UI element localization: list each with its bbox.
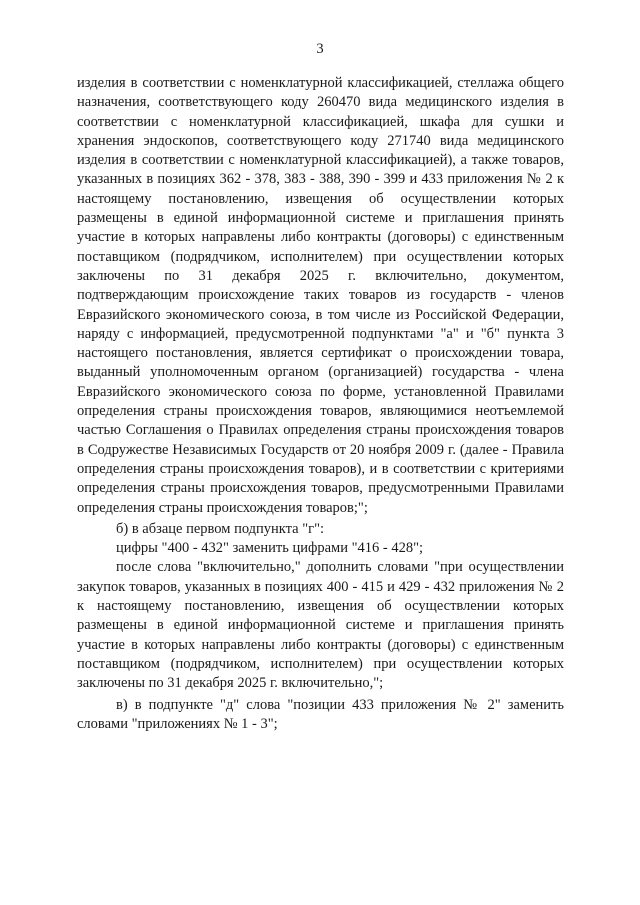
- paragraph-continuation: изделия в соответствии с номенклатурной классификацией, стеллажа общего назначения, соответствующего коду 260470 вида медицинского изделия в соответствии с номенклатурной классификацией, шкафа для сушки и хранения эндоскопов, соответствующего коду 271740 вида медицинского изделия в соответствии с номенклатурной классификацией), а также товаров, указанных в позициях 362 - 378, 383 - 388, 390 - 399 и 433 приложения № 2 к настоящему постановлению, извещения об осуществлении которых размещены в единой информационной системе и приглашения принять участие в которых направлены либо контракты (договоры) с единственным поставщиком (подрядчиком, исполнителем) при осуществлении которых заключены по 31 декабря 2025 г. включительно, документом, подтверждающим происхождение таких товаров из государств - членов Евразийского экономического союза, в том числе из Российской Федерации, наряду с информацией, предусмотренной подпунктами "а" и "б" пункта 3 настоящего постановления, является сертификат о происхождении товара, выданный уполномоченным органом (организацией) государства - члена Евразийского экономического союза по форме, установленной Правилами определения страны происхождения товаров, являющимися неотъемлемой частью Соглашения о Правилах определения страны происхождения товаров в Содружестве Независимых Государств от 20 ноября 2009 г. (далее - Правила определения страны происхождения товаров), и в соответствии с критериями определения страны происхождения товаров, предусмотренными Правилами определения страны происхождения товаров;";: [77, 75, 564, 516]
- paragraph-item-b: б) в абзаце первом подпункта "г":: [116, 520, 325, 537]
- page-number: 3: [316, 41, 324, 57]
- paragraph-item-v: в) в подпункте "д" слова "позиции 433 приложения № 2" заменить словами "приложениях № 1 - 3";: [77, 696, 564, 732]
- paragraph-digits-replace: цифры "400 - 432" заменить цифрами "416 - 428";: [116, 540, 424, 557]
- paragraph-after-word: после слова "включительно," дополнить словами "при осуществлении закупок товаров, указанных в позициях 400 - 415 и 429 - 432 приложения № 2 к настоящему постановлению, извещения об осуществлении которых размещены в единой информационной системе и приглашения принять участие в которых направлены либо контракты (договоры) с единственным поставщиком (подрядчиком, исполнителем) при осуществлении которых заключены по 31 декабря 2025 г. включительно,";: [77, 559, 564, 692]
- document-body: [77, 74, 564, 734]
